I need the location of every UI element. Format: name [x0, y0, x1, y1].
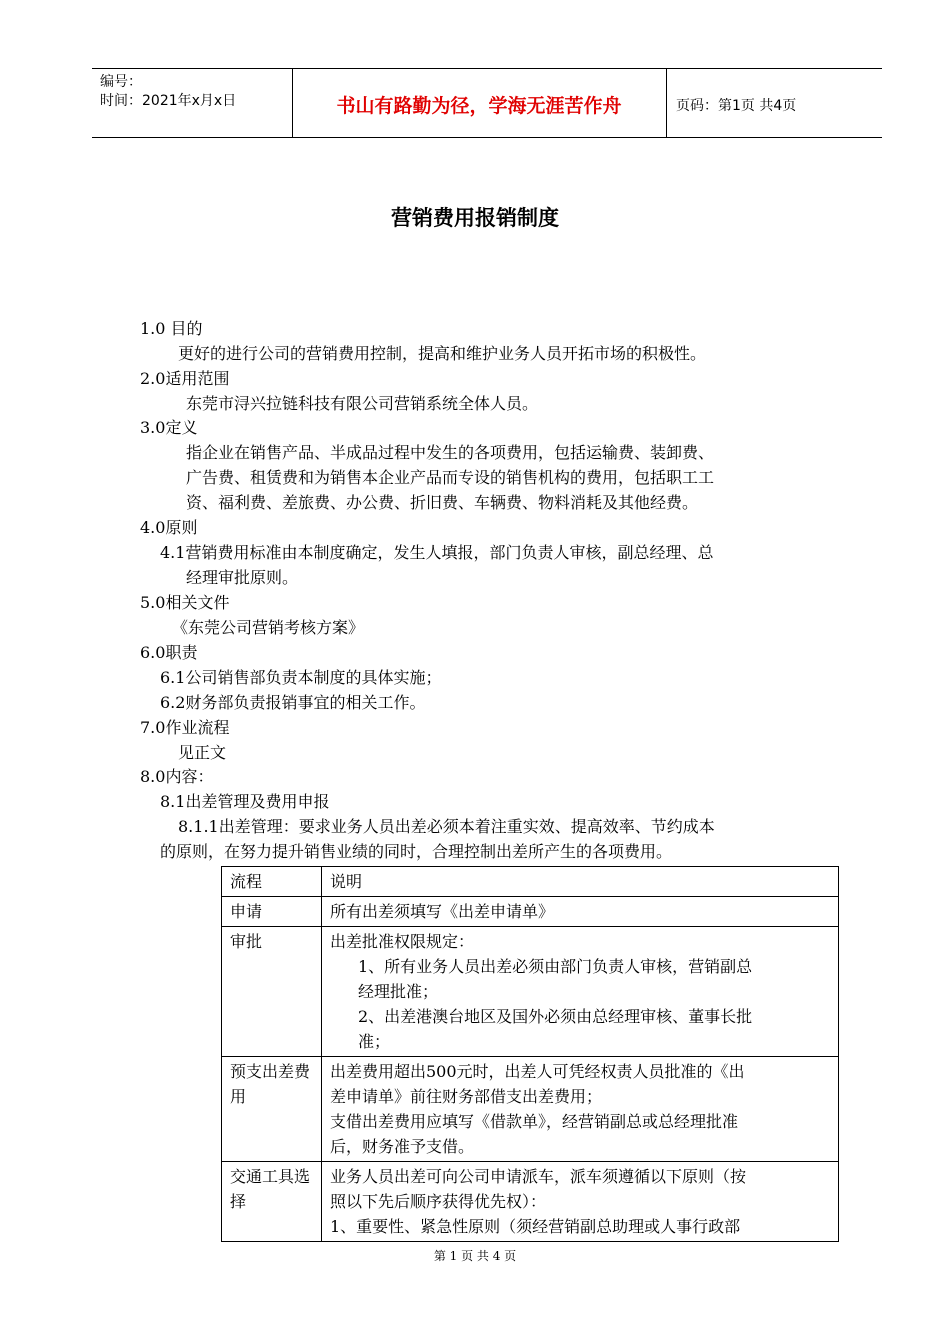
table-desc-line: 出差批准权限规定：	[330, 932, 475, 951]
header-page-label: 页码：第1页 共4页	[676, 98, 797, 114]
section-heading: 3.0定义	[140, 418, 198, 437]
table-row	[222, 1162, 839, 1242]
paragraph-line: 《东莞公司营销考核方案》	[172, 618, 365, 637]
table-row	[222, 1057, 839, 1162]
paragraph-line: 资、福利费、差旅费、办公费、折旧费、车辆费、物料消耗及其他经费。	[186, 493, 699, 512]
paragraph-line: 更好的进行公司的营销费用控制，提高和维护业务人员开拓市场的积极性。	[178, 344, 707, 363]
table-desc-line: 出差费用超出500元时，出差人可凭经权责人员批准的《出	[330, 1062, 745, 1081]
document-title: 营销费用报销制度	[391, 206, 559, 230]
section-heading: 4.0原则	[140, 518, 198, 537]
page-footer: 第 1 页 共 4 页	[433, 1249, 517, 1263]
number-label: 编号：	[100, 74, 142, 90]
paragraph-line: 东莞市浔兴拉链科技有限公司营销系统全体人员。	[186, 394, 539, 413]
table-row	[222, 897, 839, 927]
paragraph-line: 4.1营销费用标准由本制度确定，发生人填报，部门负责人审核，副总经理、总	[160, 543, 714, 562]
paragraph-line: 见正文	[178, 743, 227, 762]
table-desc-line: 业务人员出差可向公司申请派车，派车须遵循以下原则（按	[330, 1167, 747, 1186]
header-divider	[666, 69, 667, 137]
table-desc-line: 经理批准；	[358, 982, 439, 1001]
section-heading: 2.0适用范围	[140, 369, 230, 388]
table-row	[222, 927, 839, 1057]
table-desc-line: 支借出差费用应填写《借款单》，经营销副总或总经理批准	[330, 1112, 739, 1131]
section-heading: 8.0内容：	[140, 767, 214, 786]
table-step-cell: 交通工具选择	[222, 1162, 322, 1242]
paragraph-line: 经理审批原则。	[186, 568, 299, 587]
table-desc-line: 后，财务准予支借。	[330, 1137, 475, 1156]
subsection-heading: 8.1出差管理及费用申报	[160, 792, 330, 811]
section-heading: 7.0作业流程	[140, 718, 230, 737]
paragraph-line: 6.1公司销售部负责本制度的具体实施；	[160, 668, 442, 687]
table-desc-line: 1、所有业务人员出差必须由部门负责人审核，营销副总	[358, 957, 753, 976]
table-header-row	[222, 867, 839, 897]
table-desc-cell	[322, 927, 839, 1057]
header-meta	[100, 73, 290, 111]
table-header-cell: 流程	[222, 867, 322, 897]
page-header	[92, 68, 882, 138]
table-desc-cell	[322, 1162, 839, 1242]
travel-process-table	[221, 866, 839, 1242]
table-step-cell: 申请	[222, 897, 322, 927]
header-motto: 书山有路勤为径，学海无涯苦作舟	[336, 95, 622, 117]
table-desc-line: 照以下先后顺序获得优先权）：	[330, 1192, 547, 1211]
section-heading: 6.0职责	[140, 643, 198, 662]
table-desc-line: 所有出差须填写《出差申请单》	[330, 902, 555, 921]
paragraph-line: 8.1.1出差管理：要求业务人员出差必须本着注重实效、提高效率、节约成本	[178, 817, 715, 836]
table-desc-line: 2、出差港澳台地区及国外必须由总经理审核、董事长批	[358, 1007, 753, 1026]
table-header-cell: 说明	[322, 867, 839, 897]
section-heading: 1.0 目的	[140, 319, 203, 338]
paragraph-line: 指企业在销售产品、半成品过程中发生的各项费用，包括运输费、装卸费、	[186, 443, 715, 462]
section-heading: 5.0相关文件	[140, 593, 230, 612]
table-step-cell: 预支出差费用	[222, 1057, 322, 1162]
time-label: 时间：2021年x月x日	[100, 93, 237, 109]
table-desc-line: 差申请单》前往财务部借支出差费用；	[330, 1087, 603, 1106]
table-desc-cell	[322, 897, 839, 927]
table-desc-line: 1、重要性、紧急性原则（须经营销副总助理或人事行政部	[330, 1217, 741, 1236]
paragraph-line: 广告费、租赁费和为销售本企业产品而专设的销售机构的费用，包括职工工	[186, 468, 715, 487]
table-step-cell: 审批	[222, 927, 322, 1057]
table-desc-line: 准；	[358, 1032, 391, 1051]
paragraph-line: 6.2财务部负责报销事宜的相关工作。	[160, 693, 426, 712]
paragraph-line: 的原则，在努力提升销售业绩的同时，合理控制出差所产生的各项费用。	[160, 842, 673, 861]
table-desc-cell	[322, 1057, 839, 1162]
